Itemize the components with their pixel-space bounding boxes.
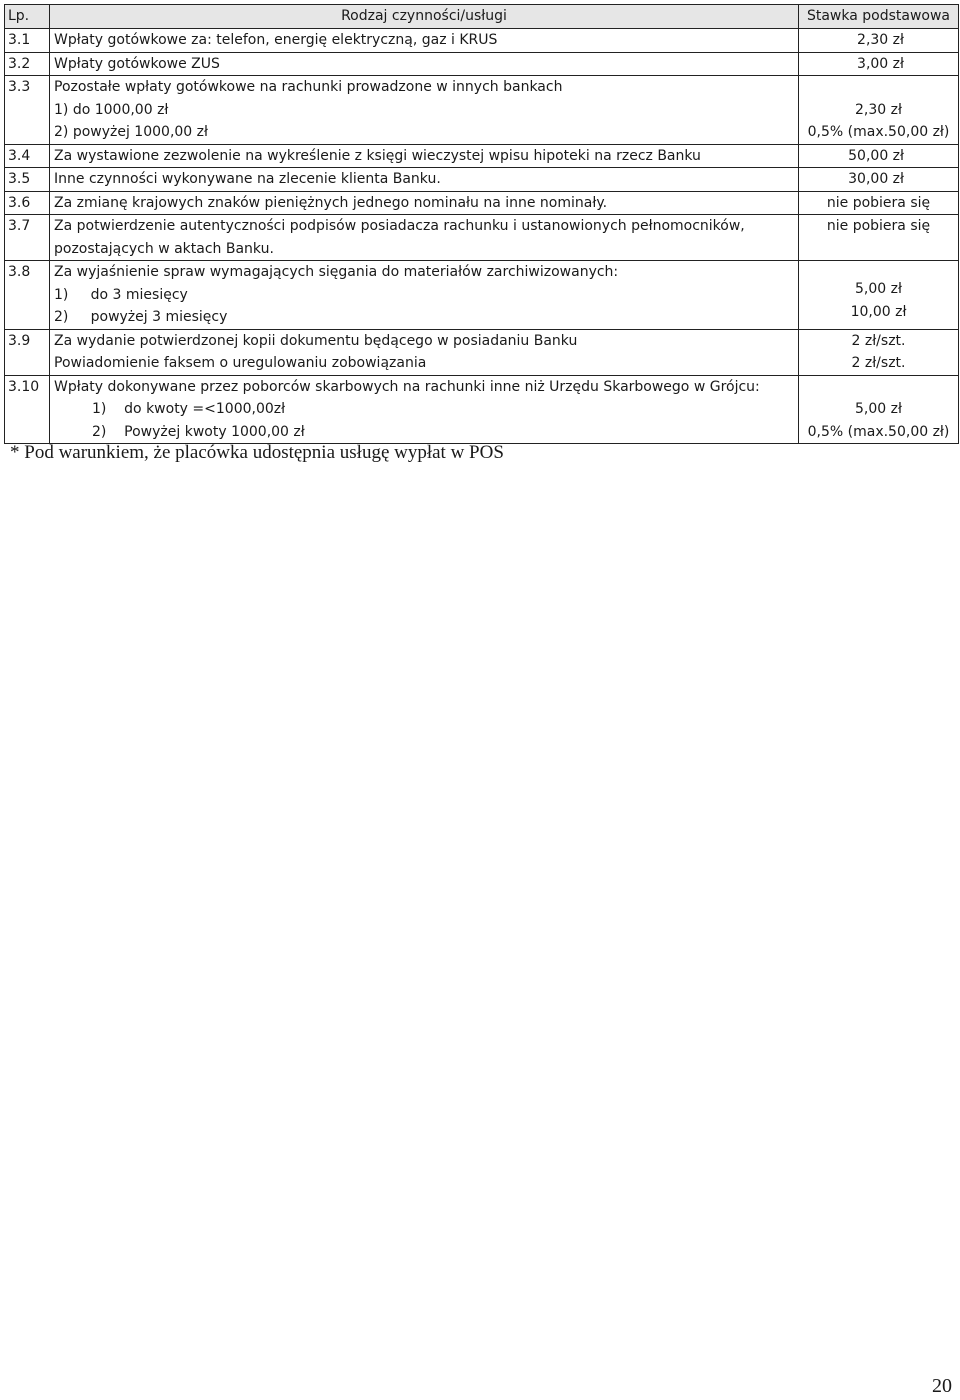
- row-desc: [50, 52, 799, 76]
- row-desc: [50, 76, 799, 145]
- row-rate: [799, 168, 959, 192]
- row-rate: [799, 191, 959, 215]
- header-rate: Stawka podstawowa: [799, 5, 959, 29]
- rate-value: 30,00 zł: [848, 171, 904, 187]
- row-desc: [50, 261, 799, 330]
- desc-line: 1) do 3 miesięcy: [54, 286, 188, 303]
- row-lp: 3.7: [5, 215, 50, 261]
- desc-line: Za wystawione zezwolenie na wykreślenie z księgi wieczystej wpisu hipoteki na rzecz Banku: [54, 147, 701, 164]
- row-desc: [50, 29, 799, 53]
- table-row: [5, 76, 959, 145]
- rate-value: nie pobiera się: [826, 218, 931, 234]
- row-lp: 3.5: [5, 168, 50, 192]
- desc-line: 2) powyżej 1000,00 zł: [54, 124, 208, 140]
- row-rate: [799, 261, 959, 330]
- rate-value: 3,00 zł: [857, 55, 904, 72]
- desc-line: Powiadomienie faksem o uregulowaniu zobowiązania: [54, 355, 427, 371]
- row-rate: [799, 76, 959, 145]
- fee-document: [4, 4, 956, 444]
- row-lp: 3.8: [5, 261, 50, 330]
- footnote: * Pod warunkiem, że placówka udostępnia usługę wypłat w POS: [10, 442, 504, 463]
- row-rate: [799, 329, 959, 375]
- row-rate: [799, 215, 959, 261]
- rate-value: nie pobiera się: [826, 194, 931, 211]
- table-row: [5, 29, 959, 53]
- desc-line: 1) do 1000,00 zł: [54, 101, 169, 118]
- desc-line: 1) do kwoty =<1000,00zł: [92, 401, 286, 417]
- rate-value: 10,00 zł: [850, 303, 907, 320]
- desc-line: pozostających w aktach Banku.: [54, 240, 274, 257]
- rate-value: 2,30 zł: [855, 101, 902, 118]
- desc-line: Wpłaty gotówkowe za: telefon, energię elektryczną, gaz i KRUS: [54, 32, 498, 48]
- rate-value: 5,00 zł: [855, 281, 902, 297]
- row-rate: [799, 29, 959, 53]
- header-lp: Lp.: [5, 5, 50, 29]
- fee-table: [4, 4, 959, 444]
- desc-line: Wpłaty gotówkowe ZUS: [54, 55, 220, 72]
- rate-value: 0,5% (max.50,00 zł): [807, 124, 950, 140]
- desc-line: 2) Powyżej kwoty 1000,00 zł: [92, 423, 305, 440]
- desc-line: Za zmianę krajowych znaków pieniężnych jednego nominału na inne nominały.: [54, 194, 608, 211]
- row-lp: 3.6: [5, 191, 50, 215]
- rate-value: 2 zł/szt.: [851, 332, 906, 349]
- rate-value: 2 zł/szt.: [851, 355, 906, 371]
- table-header-row: [5, 5, 959, 29]
- row-desc: [50, 168, 799, 192]
- table-row: [5, 144, 959, 168]
- desc-line: Inne czynności wykonywane na zlecenie klienta Banku.: [54, 171, 441, 187]
- rate-value: 0,5% (max.50,00 zł): [807, 423, 950, 440]
- header-service: Rodzaj czynności/usługi: [50, 5, 799, 29]
- table-row: [5, 168, 959, 192]
- desc-line: Pozostałe wpłaty gotówkowe na rachunki prowadzone w innych bankach: [54, 79, 563, 95]
- desc-line: 2) powyżej 3 miesięcy: [54, 309, 228, 325]
- table-row: [5, 52, 959, 76]
- row-rate: [799, 52, 959, 76]
- row-lp: 3.3: [5, 76, 50, 145]
- desc-line: Za wydanie potwierdzonej kopii dokumentu będącego w posiadaniu Banku: [54, 332, 578, 349]
- rate-value: 50,00 zł: [848, 147, 904, 164]
- desc-line: Za potwierdzenie autentyczności podpisów posiadacza rachunku i ustanowionych pełnomocników,: [54, 218, 745, 234]
- row-rate: [799, 144, 959, 168]
- rate-value: 5,00 zł: [855, 401, 902, 417]
- row-lp: 3.1: [5, 29, 50, 53]
- desc-line: Za wyjaśnienie spraw wymagających sięgania do materiałów zarchiwizowanych:: [54, 264, 619, 280]
- row-desc: [50, 215, 799, 261]
- table-row: [5, 261, 959, 330]
- table-row: [5, 375, 959, 444]
- row-lp: 3.2: [5, 52, 50, 76]
- row-rate: [799, 375, 959, 444]
- table-row: [5, 191, 959, 215]
- table-row: [5, 215, 959, 261]
- table-row: [5, 329, 959, 375]
- row-desc: [50, 329, 799, 375]
- row-lp: 3.4: [5, 144, 50, 168]
- page-number: 20: [932, 1375, 952, 1397]
- row-desc: [50, 375, 799, 444]
- row-lp: 3.10: [5, 375, 50, 444]
- desc-line: Wpłaty dokonywane przez poborców skarbowych na rachunki inne niż Urzędu Skarbowego w Grójcu:: [54, 378, 760, 395]
- row-desc: [50, 191, 799, 215]
- row-desc: [50, 144, 799, 168]
- row-lp: 3.9: [5, 329, 50, 375]
- rate-value: 2,30 zł: [857, 32, 904, 48]
